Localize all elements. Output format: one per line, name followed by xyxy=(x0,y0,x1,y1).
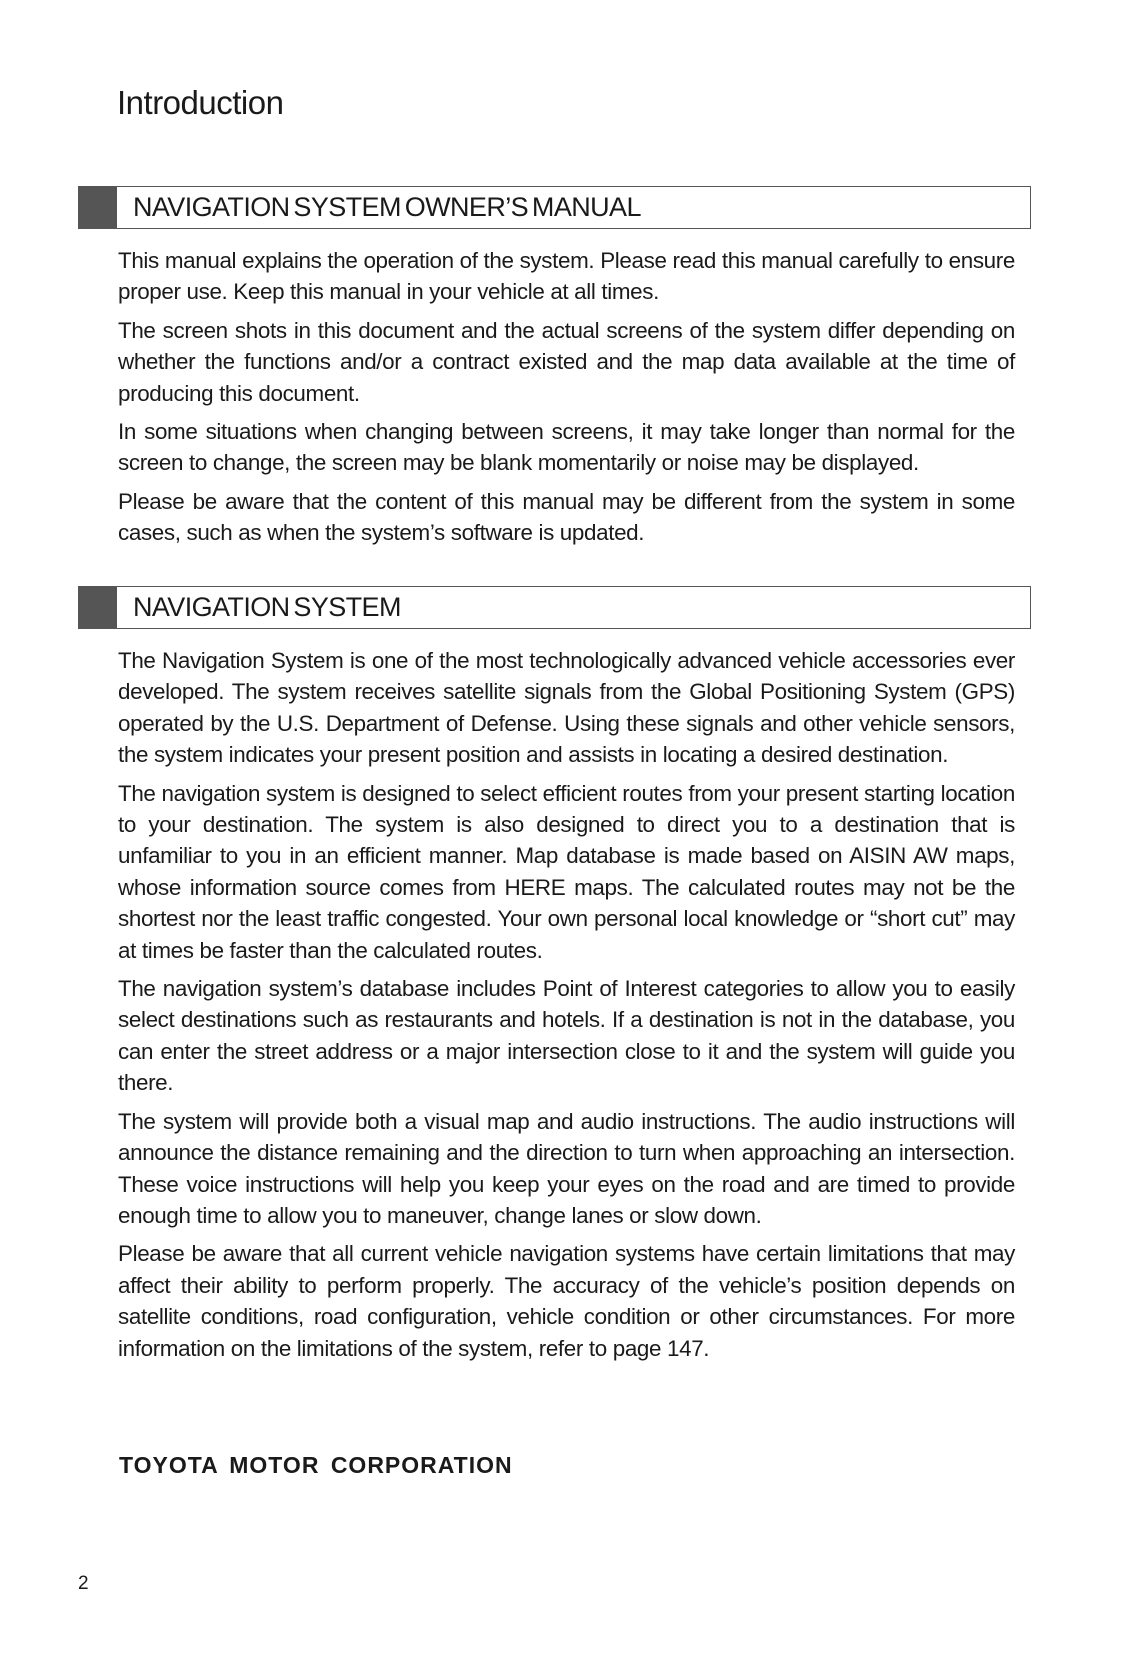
section-body-navigation-system xyxy=(118,645,1015,1371)
paragraph: The navigation system’s database includes Point of Interest categories to allow you to easily select destinations such as restaurants and hotels. If a destination is not in the database, you can enter the street address or a major intersection close to it and the system will guide you there. xyxy=(118,976,1015,1096)
paragraph: The screen shots in this document and the actual screens of the system differ depending on whether the functions and/or a contract existed and the map data available at the time of producing this document. xyxy=(118,317,1015,406)
paragraph: Please be aware that the content of this manual may be different from the system in some cases, such as when the system’s software is updated. xyxy=(118,488,1015,546)
page-number: 2 xyxy=(78,1573,89,1594)
paragraph: The navigation system is designed to select efficient routes from your present starting location to your destination. The system is also designed to direct you to a destination that is unfamiliar to you in an efficient manner. Map database is made based on AISIN AW maps, whose information source comes from HERE maps. The calculated routes may not be the shortest nor the least traffic congested. Your own personal local knowledge or “short cut” may at times be faster than the calculated routes. xyxy=(118,780,1015,963)
paragraph: This manual explains the operation of the system. Please read this manual carefully to ensure proper use. Keep this manual in your vehicle at all times. xyxy=(118,248,1015,305)
corporation-name: TOYOTA MOTOR CORPORATION xyxy=(119,1452,513,1478)
section-heading-navigation-system xyxy=(78,586,1031,629)
page-title: Introduction xyxy=(117,84,284,121)
paragraph: Please be aware that all current vehicle navigation systems have certain limitations that may affect their ability to perform properly. The accuracy of the vehicle’s position depends on satellite conditions, road configuration, vehicle condition or other circumstances. For more information on the limitations of the system, refer to page 147. xyxy=(118,1241,1015,1361)
section-heading-label: NAVIGATION SYSTEM OWNER’S MANUAL xyxy=(133,192,641,222)
section-body-owners-manual xyxy=(118,245,1015,556)
section-marker xyxy=(79,587,117,628)
paragraph: The Navigation System is one of the most technologically advanced vehicle accessories ever developed. The system receives satellite signals from the Global Positioning System (GPS) operated by the U.S. Department of Defense. Using these signals and other vehicle sensors, the system indicates your present position and assists in locating a desired destination. xyxy=(118,648,1015,768)
paragraph: In some situations when changing between screens, it may take longer than normal for the screen to change, the screen may be blank momentarily or noise may be displayed. xyxy=(118,419,1015,476)
section-heading-owners-manual xyxy=(78,186,1031,229)
section-marker xyxy=(79,187,117,228)
paragraph: The system will provide both a visual map and audio instructions. The audio instructions will announce the distance remaining and the direction to turn when approaching an intersection. These voice instructions will help you keep your eyes on the road and are timed to provide enough time to allow you to maneuver, change lanes or slow down. xyxy=(118,1108,1015,1228)
section-heading-label: NAVIGATION SYSTEM xyxy=(133,592,401,622)
